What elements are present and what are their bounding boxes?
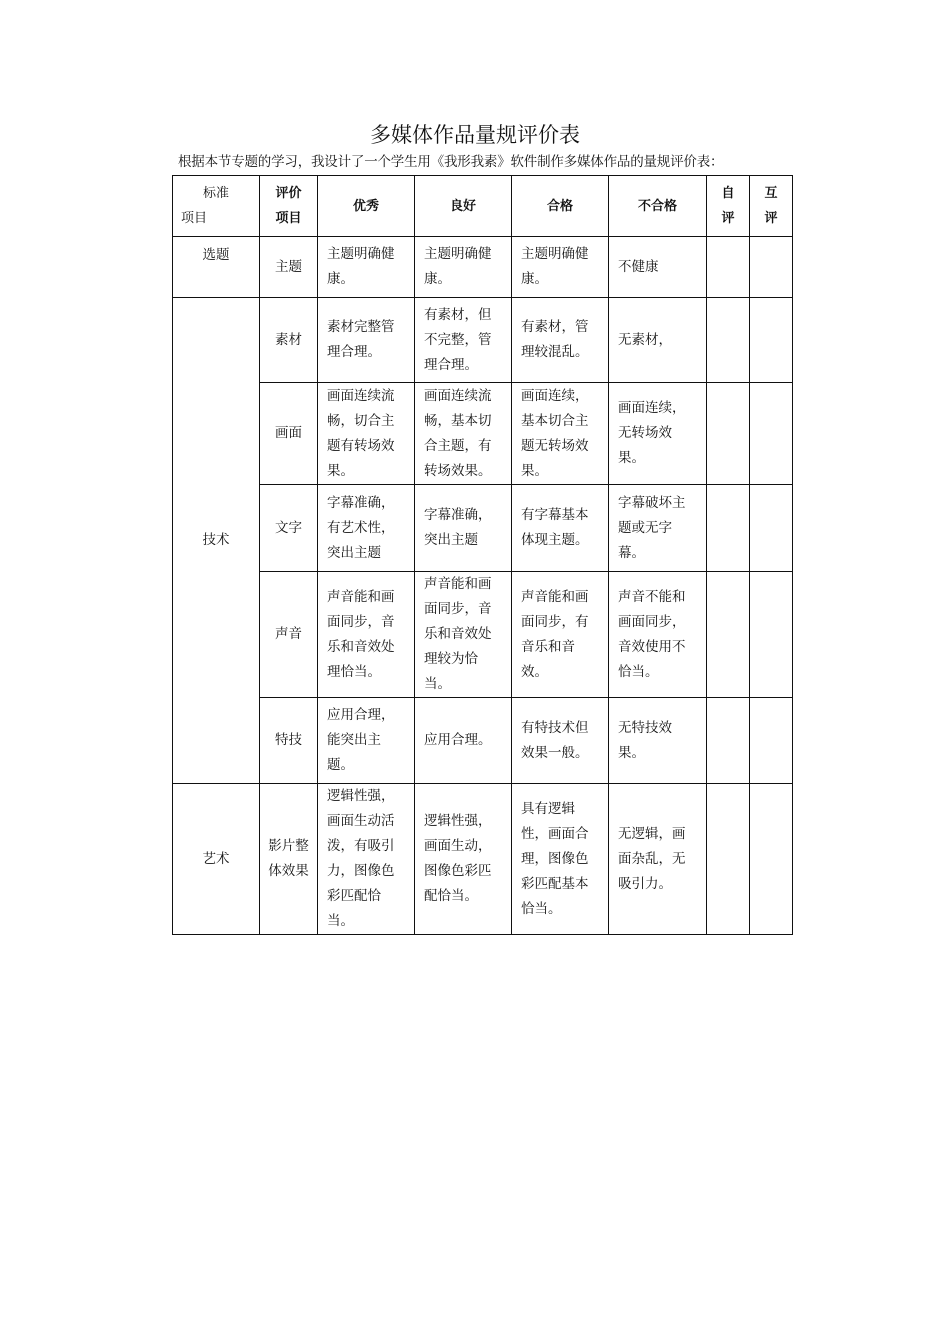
header-eval-item <box>260 176 318 237</box>
header-peer-eval <box>750 176 793 237</box>
cell-self-eval[interactable] <box>707 237 750 298</box>
corner-label-item: 项目 <box>181 211 208 226</box>
table-row <box>173 485 793 572</box>
cell-peer-eval[interactable] <box>750 784 793 935</box>
cell-good: 逻辑性强，画面生动，图像色彩匹配恰当。 <box>415 784 512 935</box>
cell-good: 主题明确健康。 <box>415 237 512 298</box>
cell-peer-eval[interactable] <box>750 383 793 485</box>
cell-self-eval[interactable] <box>707 485 750 572</box>
table-row <box>173 784 793 935</box>
cell-excellent: 逻辑性强，画面生动活泼，有吸引力，图像色彩匹配恰当。 <box>318 784 415 935</box>
cell-pass: 画面连续，基本切合主题无转场效果。 <box>512 383 609 485</box>
header-self-eval <box>707 176 750 237</box>
cell-self-eval[interactable] <box>707 572 750 698</box>
cell-fail: 无素材， <box>609 298 707 383</box>
category-art: 艺术 <box>173 784 260 935</box>
cell-fail: 无特技效果。 <box>609 698 707 784</box>
cell-good: 画面连续流畅，基本切合主题，有转场效果。 <box>415 383 512 485</box>
cell-excellent: 声音能和画面同步，音乐和音效处理恰当。 <box>318 572 415 698</box>
cell-self-eval[interactable] <box>707 698 750 784</box>
table-row <box>173 572 793 698</box>
header-peer-line2: 评 <box>764 211 778 226</box>
cell-excellent: 字幕准确，有艺术性，突出主题 <box>318 485 415 572</box>
cell-good: 声音能和画面同步，音乐和音效处理较为恰当。 <box>415 572 512 698</box>
cell-self-eval[interactable] <box>707 383 750 485</box>
row-item: 主题 <box>260 237 318 298</box>
row-item: 声音 <box>260 572 318 698</box>
cell-pass: 具有逻辑性，画面合理，图像色彩匹配基本恰当。 <box>512 784 609 935</box>
header-self-line2: 评 <box>721 211 735 226</box>
cell-peer-eval[interactable] <box>750 485 793 572</box>
cell-peer-eval[interactable] <box>750 572 793 698</box>
cell-excellent: 素材完整管理合理。 <box>318 298 415 383</box>
cell-peer-eval[interactable] <box>750 237 793 298</box>
row-item: 文字 <box>260 485 318 572</box>
table-row <box>173 383 793 485</box>
header-eval-item-line2: 项目 <box>275 211 302 226</box>
cell-excellent: 画面连续流畅，切合主题有转场效果。 <box>318 383 415 485</box>
cell-peer-eval[interactable] <box>750 298 793 383</box>
cell-fail: 字幕破坏主题或无字幕。 <box>609 485 707 572</box>
cell-fail: 不健康 <box>609 237 707 298</box>
header-fail: 不合格 <box>609 176 707 237</box>
category-topic: 选题 <box>173 237 260 298</box>
cell-excellent: 应用合理，能突出主题。 <box>318 698 415 784</box>
cell-fail: 无逻辑，画面杂乱，无吸引力。 <box>609 784 707 935</box>
cell-pass: 有素材，管理较混乱。 <box>512 298 609 383</box>
cell-good: 应用合理。 <box>415 698 512 784</box>
header-excellent: 优秀 <box>318 176 415 237</box>
cell-self-eval[interactable] <box>707 298 750 383</box>
cell-self-eval[interactable] <box>707 784 750 935</box>
intro-text: 根据本节专题的学习，我设计了一个学生用《我形我素》软件制作多媒体作品的量规评价表： <box>178 154 724 170</box>
cell-pass: 有特技术但效果一般。 <box>512 698 609 784</box>
cell-fail: 画面连续，无转场效果。 <box>609 383 707 485</box>
row-item: 影片整体效果 <box>260 784 318 935</box>
header-peer-line1: 互 <box>764 186 778 201</box>
corner-header <box>173 176 260 237</box>
category-tech: 技术 <box>173 298 260 784</box>
row-item: 画面 <box>260 383 318 485</box>
row-item: 素材 <box>260 298 318 383</box>
page-title: 多媒体作品量规评价表 <box>370 123 580 147</box>
table-row <box>173 698 793 784</box>
row-item: 特技 <box>260 698 318 784</box>
corner-label-standard: 标准 <box>202 186 229 201</box>
cell-peer-eval[interactable] <box>750 698 793 784</box>
cell-pass: 声音能和画面同步，有音乐和音效。 <box>512 572 609 698</box>
table-row <box>173 298 793 383</box>
cell-pass: 主题明确健康。 <box>512 237 609 298</box>
cell-good: 有素材，但不完整，管理合理。 <box>415 298 512 383</box>
rubric-table <box>172 175 793 935</box>
header-pass: 合格 <box>512 176 609 237</box>
header-eval-item-line1: 评价 <box>275 186 302 201</box>
header-row <box>173 176 793 237</box>
cell-good: 字幕准确，突出主题 <box>415 485 512 572</box>
cell-fail: 声音不能和画面同步，音效使用不恰当。 <box>609 572 707 698</box>
header-self-line1: 自 <box>721 186 735 201</box>
header-good: 良好 <box>415 176 512 237</box>
table-row <box>173 237 793 298</box>
cell-pass: 有字幕基本体现主题。 <box>512 485 609 572</box>
cell-excellent: 主题明确健康。 <box>318 237 415 298</box>
